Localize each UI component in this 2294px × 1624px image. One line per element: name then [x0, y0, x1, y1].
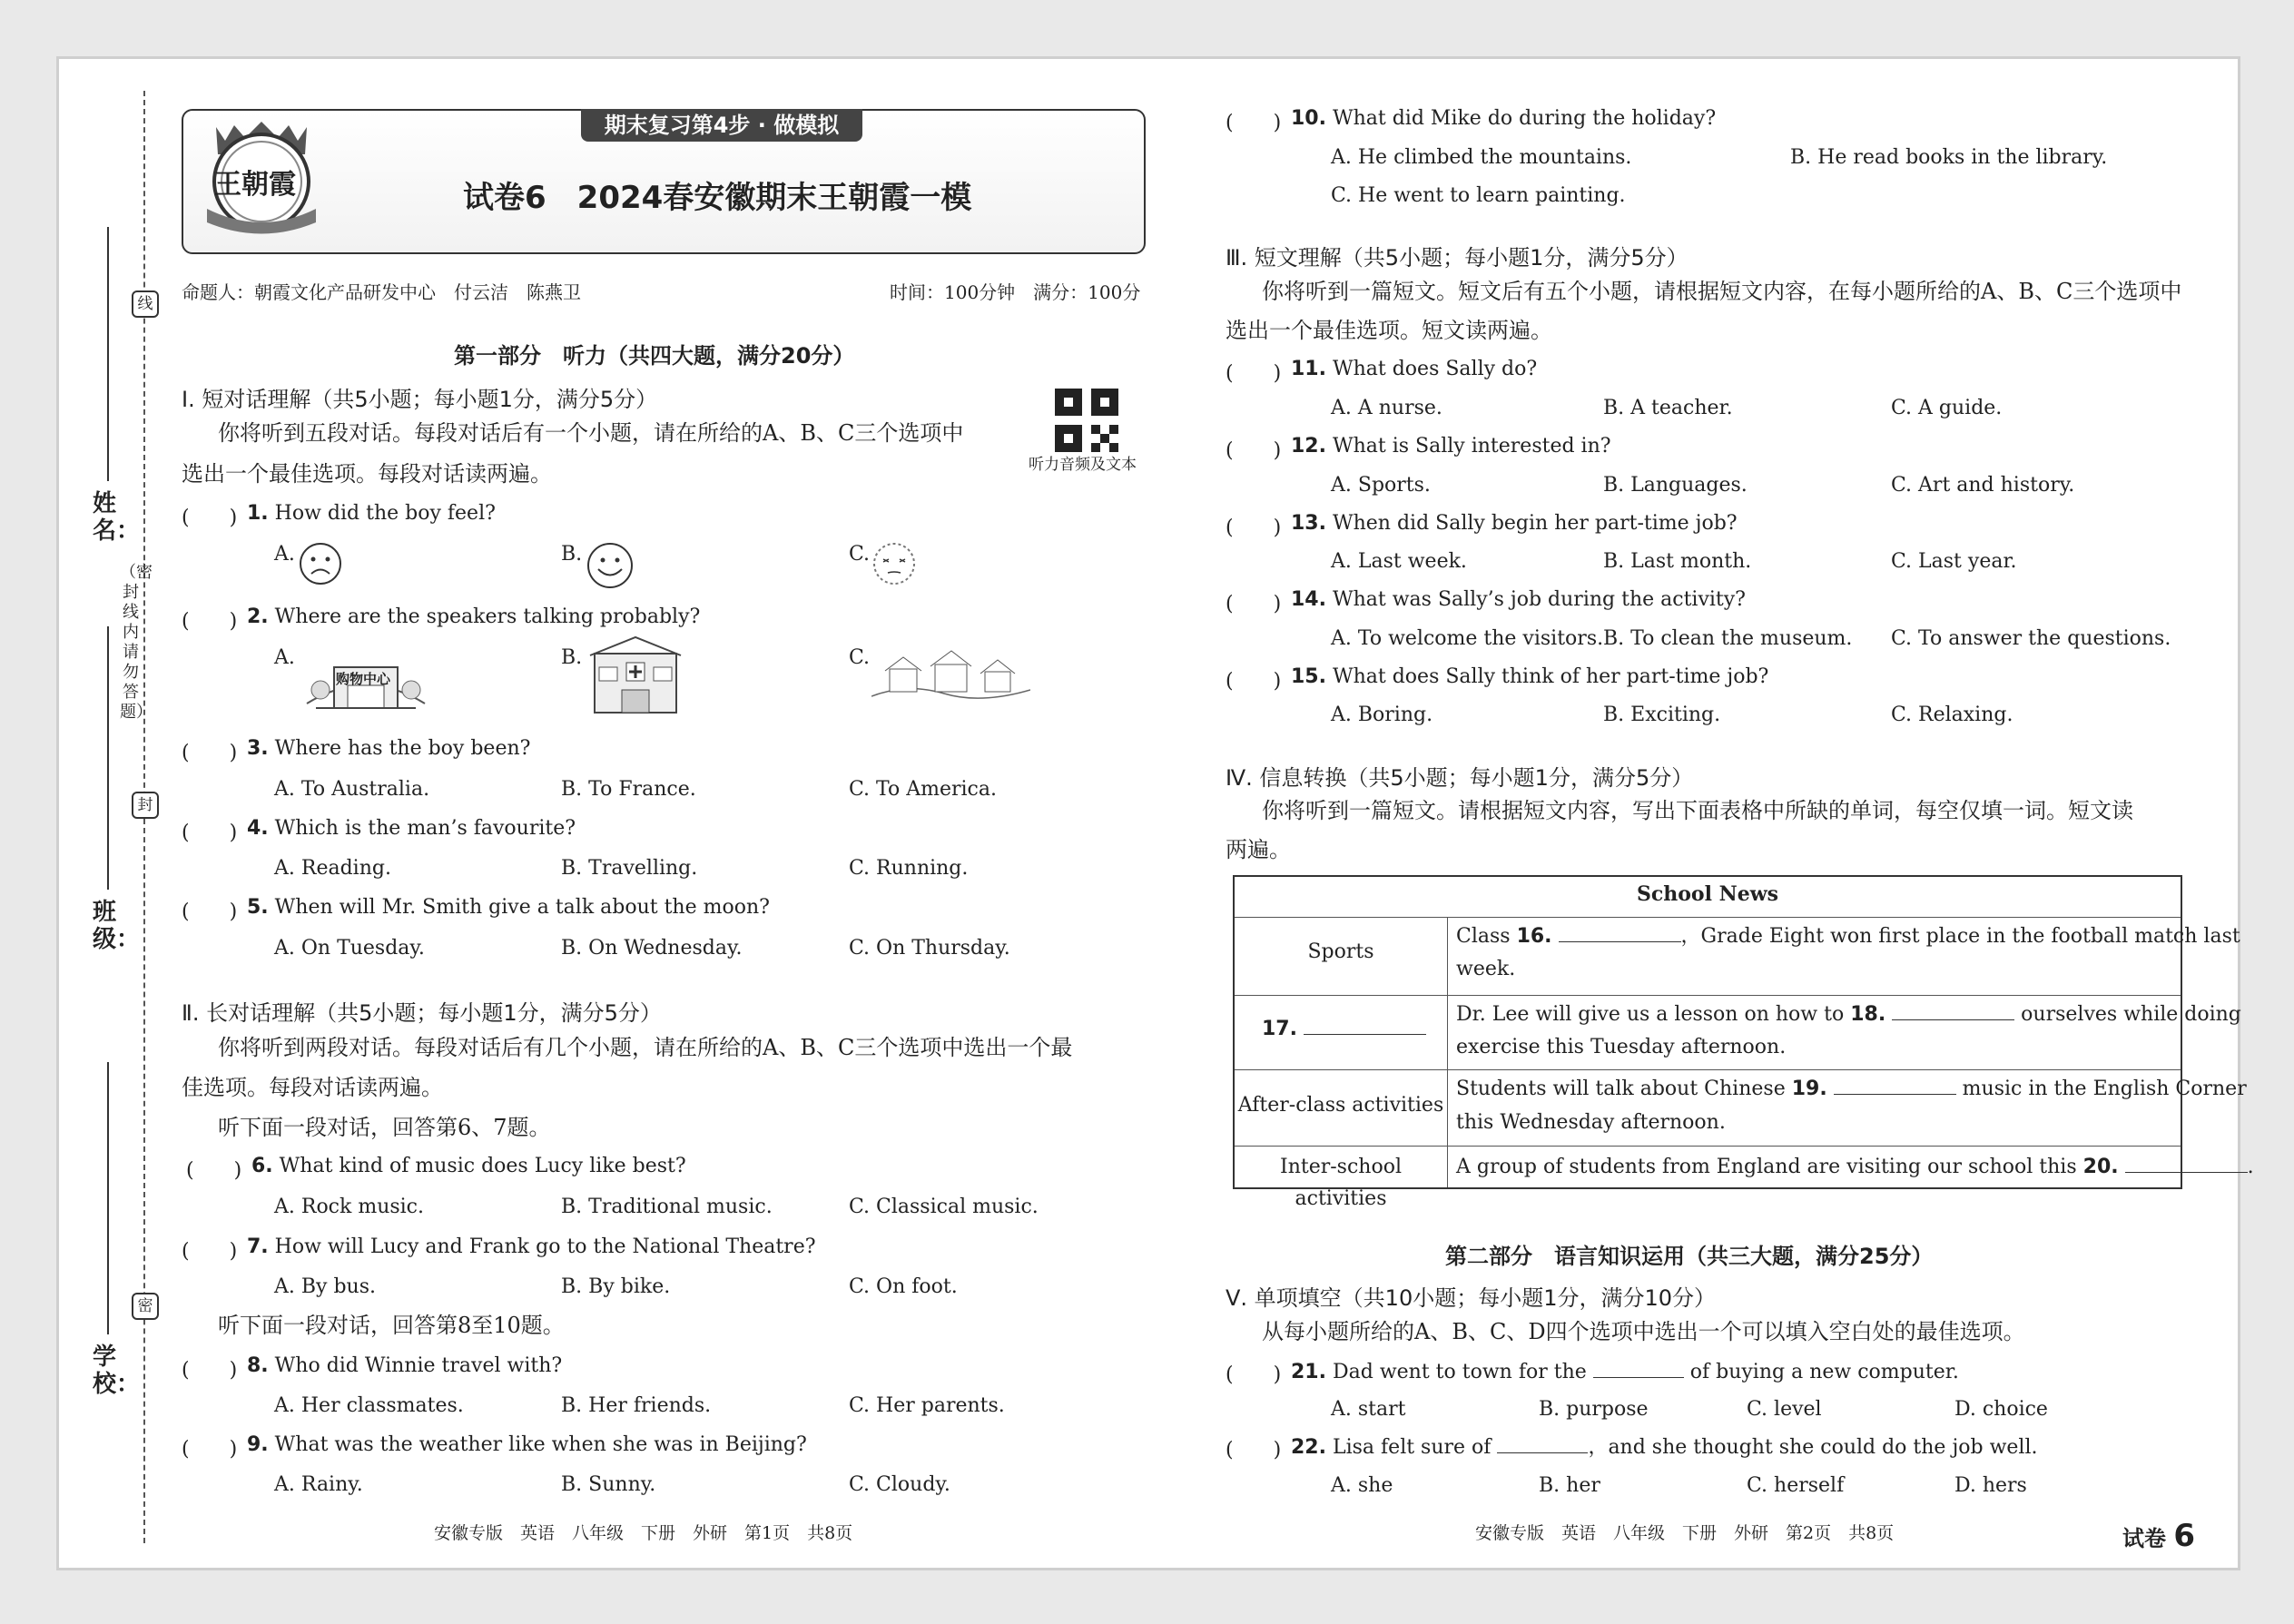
q15-option-c[interactable]: C. Relaxing. [1891, 704, 2013, 726]
q1-option-c-label: C. [849, 543, 871, 566]
q4-option-a[interactable]: A. Reading. [274, 857, 391, 880]
q21-option-b[interactable]: B. purpose [1539, 1398, 1649, 1421]
s2-sub1: 听下面一段对话，回答第6、7题。 [218, 1115, 551, 1140]
question-4: 4. Which is the man’s favourite? [247, 817, 576, 840]
blank-16[interactable] [1559, 923, 1681, 942]
q6-option-b[interactable]: B. Traditional music. [561, 1196, 773, 1218]
answer-bracket-6[interactable]: ( ) [186, 1159, 242, 1182]
footer-right: 安徽专版 英语 八年级 下册 外研 第2页 共8页 [1475, 1523, 1895, 1543]
q13-option-c[interactable]: C. Last year. [1891, 550, 2017, 573]
blank-17[interactable] [1304, 1016, 1426, 1035]
neutral-face-icon[interactable] [871, 541, 917, 590]
happy-face-icon[interactable] [586, 541, 635, 594]
q5-option-b[interactable]: B. On Wednesday. [561, 937, 743, 960]
s2-intro1: 你将听到两段对话。每段对话后有几个小题，请在所给的A、B、C三个选项中选出一个最 [218, 1035, 1073, 1060]
school-field-line[interactable] [107, 1062, 109, 1334]
binding-mark-xian: 线 [132, 290, 159, 318]
question-21: 21. Dad went to town for the of buying a new computer. [1291, 1361, 1959, 1383]
question-15: 15. What does Sally think of her part-time job? [1291, 665, 1769, 688]
time-score: 时间：100分钟 满分：100分 [890, 281, 1141, 303]
q22-option-b[interactable]: B. her [1539, 1474, 1600, 1497]
question-7: 7. How will Lucy and Frank go to the National Theatre? [247, 1235, 816, 1258]
paper-number: 试卷 6 [2122, 1518, 2196, 1554]
s3-intro1: 你将听到一篇短文。短文后有五个小题，请根据短文内容，在每小题所给的A、B、C三个选项中 [1262, 279, 2182, 304]
s1-intro1: 你将听到五段对话。每段对话后有一个小题，请在所给的A、B、C三个选项中 [218, 420, 964, 446]
shop-sign-text: 购物中心 [336, 671, 391, 687]
school-news-table [1233, 875, 2254, 1211]
s2-sub2: 听下面一段对话，回答第8至10题。 [218, 1313, 565, 1338]
publisher-logo [198, 118, 325, 236]
q10-option-a[interactable]: A. He climbed the mountains. [1331, 146, 1632, 169]
q11-option-c[interactable]: C. A guide. [1891, 397, 2003, 419]
question-12: 12. What is Sally interested in? [1291, 435, 1611, 458]
q22-option-a[interactable]: A. she [1331, 1474, 1393, 1497]
s4-title: Ⅳ. 信息转换（共5小题；每小题1分，满分5分） [1226, 765, 1694, 791]
q6-option-c[interactable]: C. Classical music. [849, 1196, 1039, 1218]
q14-option-a[interactable]: A. To welcome the visitors. [1331, 627, 1604, 650]
s4-intro2: 两遍。 [1226, 837, 1291, 862]
shopping-mall-picture[interactable] [298, 640, 434, 721]
qr-code[interactable] [1055, 389, 1118, 452]
row-17-label: 17. [1262, 1013, 1426, 1045]
question-5: 5. When will Mr. Smith give a talk about the moon? [247, 896, 770, 919]
q11-option-a[interactable]: A. A nurse. [1331, 397, 1442, 419]
q7-option-c[interactable]: C. On foot. [849, 1275, 958, 1298]
blank-21[interactable] [1593, 1359, 1684, 1378]
answer-bracket-4[interactable]: ( ) [182, 822, 238, 844]
question-22: 22. Lisa felt sure of ，and she thought she could do the job well. [1291, 1436, 2038, 1459]
q7-option-b[interactable]: B. By bike. [561, 1275, 671, 1298]
question-9: 9. What was the weather like when she was in Beijing? [247, 1433, 807, 1456]
part2-title: 第二部分 语言知识运用（共三大题，满分25分） [1445, 1244, 1934, 1269]
row-afterclass-label: After-class activities [1237, 1094, 1444, 1117]
row-afterclass-text: Students will talk about Chinese 19. music in the English Corner [1456, 1078, 2247, 1100]
binding-mark-mi: 密 [132, 1293, 159, 1320]
sad-face-icon[interactable] [298, 541, 343, 590]
s5-title: Ⅴ. 单项填空（共10小题；每小题1分，满分10分） [1226, 1285, 1717, 1311]
q14-option-c[interactable]: C. To answer the questions. [1891, 627, 2171, 650]
s2-title: Ⅱ. 长对话理解（共5小题；每小题1分，满分5分） [182, 1000, 662, 1026]
q12-option-c[interactable]: C. Art and history. [1891, 474, 2075, 497]
answer-bracket-7[interactable]: ( ) [182, 1240, 238, 1263]
blank-22[interactable] [1497, 1434, 1588, 1453]
answer-bracket-15[interactable]: ( ) [1226, 670, 1282, 693]
q14-option-b[interactable]: B. To clean the museum. [1603, 627, 1853, 650]
exam-title: 试卷6 2024春安徽期末王朝霞一模 [463, 180, 972, 216]
q15-option-b[interactable]: B. Exciting. [1603, 704, 1721, 726]
q12-option-a[interactable]: A. Sports. [1331, 474, 1431, 497]
row-17-text: Dr. Lee will give us a lesson on how to 18. ourselves while doing [1456, 1003, 2241, 1026]
blank-19[interactable] [1834, 1076, 1956, 1095]
q5-option-a[interactable]: A. On Tuesday. [274, 937, 425, 960]
q15-option-a[interactable]: A. Boring. [1331, 704, 1433, 726]
answer-bracket-21[interactable]: ( ) [1226, 1363, 1282, 1386]
question-3: 3. Where has the boy been? [247, 737, 531, 760]
name-label: 姓名： [93, 490, 141, 545]
hospital-picture[interactable] [586, 635, 685, 723]
part1-title: 第一部分 听力（共四大题，满分20分） [454, 343, 855, 369]
qr-label: 听力音频及文本 [1029, 456, 1137, 474]
q21-option-c[interactable]: C. level [1747, 1398, 1822, 1421]
question-13: 13. When did Sally begin her part-time job? [1291, 512, 1738, 535]
q8-option-c[interactable]: C. Her parents. [849, 1394, 1005, 1417]
q13-option-a[interactable]: A. Last week. [1331, 550, 1467, 573]
q5-option-c[interactable]: C. On Thursday. [849, 937, 1010, 960]
row-afterclass-line2: this Wednesday afternoon. [1456, 1111, 1726, 1134]
q10-option-c[interactable]: C. He went to learn painting. [1331, 184, 1626, 207]
q22-option-d[interactable]: D. hers [1954, 1474, 2027, 1497]
q3-option-c[interactable]: C. To America. [849, 778, 997, 801]
q8-option-a[interactable]: A. Her classmates. [274, 1394, 464, 1417]
question-10: 10. What did Mike do during the holiday? [1291, 107, 1717, 130]
answer-bracket-1[interactable]: ( ) [182, 507, 238, 529]
row-sports-line2: week. [1456, 958, 1516, 980]
answer-bracket-2[interactable]: ( ) [182, 610, 238, 633]
class-label: 班级： [93, 899, 141, 953]
answer-bracket-10[interactable]: ( ) [1226, 112, 1282, 134]
question-8: 8. Who did Winnie travel with? [247, 1354, 563, 1377]
q8-option-b[interactable]: B. Her friends. [561, 1394, 712, 1417]
q10-option-b[interactable]: B. He read books in the library. [1790, 146, 2108, 169]
table-title: School News [1636, 882, 1779, 906]
q9-option-c[interactable]: C. Cloudy. [849, 1473, 950, 1496]
question-2: 2. Where are the speakers talking probably? [247, 605, 701, 628]
row-sports-text: Class 16. ，Grade Eight won first place in the football match last [1456, 925, 2240, 948]
q9-option-b[interactable]: B. Sunny. [561, 1473, 656, 1496]
answer-bracket-14[interactable]: ( ) [1226, 593, 1282, 615]
answer-bracket-9[interactable]: ( ) [182, 1438, 238, 1461]
question-6: 6. What kind of music does Lucy like best? [251, 1155, 686, 1177]
village-picture[interactable] [871, 646, 1030, 706]
q4-option-c[interactable]: C. Running. [849, 857, 969, 880]
s5-intro: 从每小题所给的A、B、C、D四个选项中选出一个可以填入空白处的最佳选项。 [1262, 1319, 2025, 1344]
answer-bracket-8[interactable]: ( ) [182, 1359, 238, 1382]
author-line: 命题人：朝霞文化产品研发中心 付云洁 陈燕卫 [182, 281, 581, 303]
question-14: 14. What was Sally’s job during the activity? [1291, 588, 1746, 611]
name-field-line[interactable] [107, 227, 109, 481]
q1-option-a-label: A. [274, 543, 295, 566]
s3-title: Ⅲ. 短文理解（共5小题；每小题1分，满分5分） [1226, 245, 1689, 271]
school-label: 学校： [93, 1343, 141, 1398]
q22-option-c[interactable]: C. herself [1747, 1474, 1845, 1497]
s3-intro2: 选出一个最佳选项。短文读两遍。 [1226, 318, 1552, 343]
blank-18[interactable] [1892, 1001, 2014, 1020]
row-interschool-label: Inter-school activities [1280, 1156, 1402, 1211]
q2-option-b-label: B. [561, 646, 583, 669]
answer-bracket-13[interactable]: ( ) [1226, 517, 1282, 539]
row-17-line2: exercise this Tuesday afternoon. [1456, 1036, 1787, 1058]
question-1: 1. How did the boy feel? [247, 502, 496, 525]
row-interschool-text: A group of students from England are visiting our school this 20. . [1456, 1156, 2254, 1178]
binding-note: （密封线内请勿答题） [120, 563, 153, 722]
blank-20[interactable] [2125, 1154, 2248, 1173]
footer-left: 安徽专版 英语 八年级 下册 外研 第1页 共8页 [434, 1523, 853, 1543]
q21-option-a[interactable]: A. start [1331, 1398, 1406, 1421]
s2-intro2: 佳选项。每段对话读两遍。 [182, 1075, 443, 1100]
row-sports-label: Sports [1307, 940, 1374, 963]
binding-mark-feng: 封 [132, 792, 159, 819]
class-field-line[interactable] [107, 626, 109, 890]
answer-bracket-12[interactable]: ( ) [1226, 439, 1282, 462]
q12-option-b[interactable]: B. Languages. [1603, 474, 1748, 497]
q3-option-a[interactable]: A. To Australia. [274, 778, 430, 801]
answer-bracket-3[interactable]: ( ) [182, 742, 238, 764]
q3-option-b[interactable]: B. To France. [561, 778, 696, 801]
s1-title: Ⅰ. 短对话理解（共5小题；每小题1分，满分5分） [182, 387, 658, 412]
question-11: 11. What does Sally do? [1291, 358, 1538, 380]
logo-text: 王朝霞 [214, 169, 296, 201]
q6-option-a[interactable]: A. Rock music. [274, 1196, 424, 1218]
q2-option-a-label: A. [274, 646, 295, 669]
q1-option-b-label: B. [561, 543, 583, 566]
q13-option-b[interactable]: B. Last month. [1603, 550, 1752, 573]
q2-option-c-label: C. [849, 646, 871, 669]
q11-option-b[interactable]: B. A teacher. [1603, 397, 1733, 419]
answer-bracket-22[interactable]: ( ) [1226, 1439, 1282, 1462]
s4-intro1: 你将听到一篇短文。请根据短文内容，写出下面表格中所缺的单词，每空仅填一词。短文读 [1262, 798, 2133, 823]
q4-option-b[interactable]: B. Travelling. [561, 857, 698, 880]
s1-intro2: 选出一个最佳选项。每段对话读两遍。 [182, 461, 552, 487]
step-badge: 期末复习第4步 · 做模拟 [581, 109, 862, 142]
q21-option-d[interactable]: D. choice [1954, 1398, 2048, 1421]
answer-bracket-11[interactable]: ( ) [1226, 362, 1282, 385]
answer-bracket-5[interactable]: ( ) [182, 901, 238, 923]
q9-option-a[interactable]: A. Rainy. [274, 1473, 363, 1496]
q7-option-a[interactable]: A. By bus. [274, 1275, 376, 1298]
